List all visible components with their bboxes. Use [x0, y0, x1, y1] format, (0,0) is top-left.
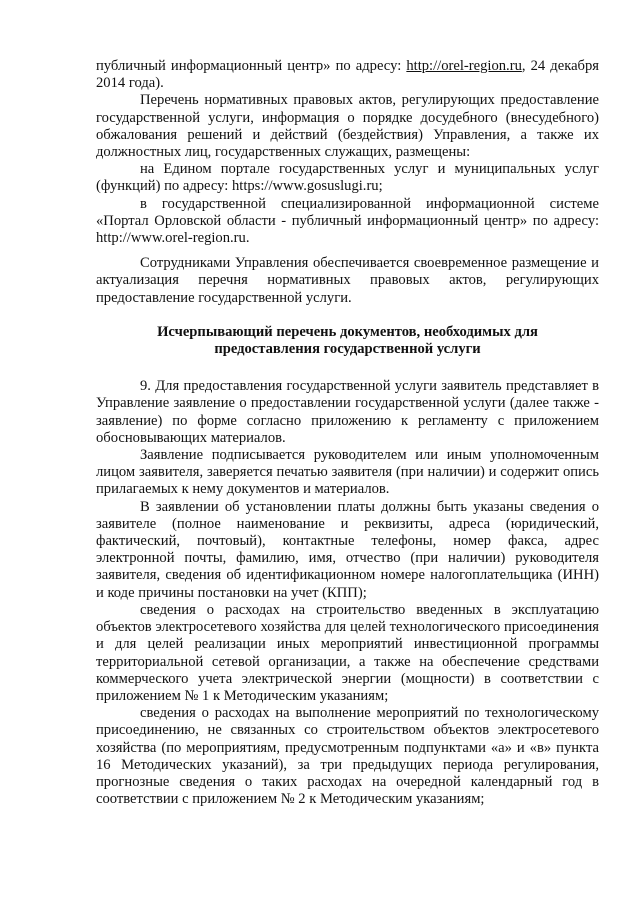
address-text: публичный информационный центр» по адресу:	[96, 58, 407, 74]
paragraph-address-continuation	[96, 58, 599, 92]
section-heading	[96, 324, 599, 358]
orel-region-link[interactable]: http://orel-region.ru	[406, 58, 522, 74]
paragraph-item-9: 9. Для предоставления государственной услуги заявитель представляет в Управление заявление о предоставлении государственной услуги (далее также - заявление) по форме согласно приложению к регламенту с приложением обосновывающих материалов.	[96, 378, 599, 446]
address-date: , 24 декабря 2014 года).	[96, 58, 599, 92]
paragraph-applicant-info: В заявлении об установлении платы должны быть указаны сведения о заявителе (полное наименование и реквизиты, адреса (юридический, фактический, почтовый), контактные телефоны, номер факса, адрес электронной почты, фамилию, имя, отчество (при наличии) руководителя заявителя, сведения об идентификационном номере налогоплательщика (ИНН) и коде причины постановки на учет (КПП);	[96, 498, 599, 601]
paragraph-staff-responsibility: Сотрудниками Управления обеспечивается своевременное размещение и актуализация перечня нормативных правовых актов, регулирующих предоставление государственной услуги.	[96, 255, 599, 306]
paragraph-orel-portal: в государственной специализированной информационной системе «Портал Орловской области - публичный информационный центр» по адресу: http://www.orel-region.ru.	[96, 195, 599, 247]
paragraph-connection-costs: сведения о расходах на выполнение мероприятий по технологическому присоединению, не связанных со строительством объектов электросетевого хозяйства (по мероприятиям, предусмотренным подпунктами «а» и «в» пункта 16 Методических указаний), за три предыдущих периода регулирования, прогнозные сведения о таких расходах на очередной календарный год в соответствии с приложением № 2 к Методическим указаниям;	[96, 705, 599, 808]
paragraph-normative-acts: Перечень нормативных правовых актов, регулирующих предоставление государственной услуги, информация о порядке досудебного (внесудебного) обжалования решений и действий (бездействия) Управления, а также их должностных лиц, государственных служащих, размещены:	[96, 92, 599, 161]
paragraph-construction-costs: сведения о расходах на строительство введенных в эксплуатацию объектов электросетевого хозяйства для целей технологического присоединения и для целей реализации иных мероприятий инвестиционной программы территориальной сетевой организации, а также на обеспечение средствами коммерческого учета электрической энергии (мощности) в соответствии с приложением № 1 к Методическим указаниям;	[96, 601, 599, 704]
heading-line-2: предоставления государственной услуги	[214, 341, 481, 358]
heading-line-1: Исчерпывающий перечень документов, необходимых для	[157, 323, 538, 340]
paragraph-signature: Заявление подписывается руководителем или иным уполномоченным лицом заявителя, заверяется печатью заявителя (при наличии) и содержит опись прилагаемых к нему документов и материалов.	[96, 447, 599, 498]
paragraph-gosuslugi-portal: на Едином портале государственных услуг и муниципальных услуг (функций) по адресу: https://www.gosuslugi.ru;	[96, 161, 599, 195]
